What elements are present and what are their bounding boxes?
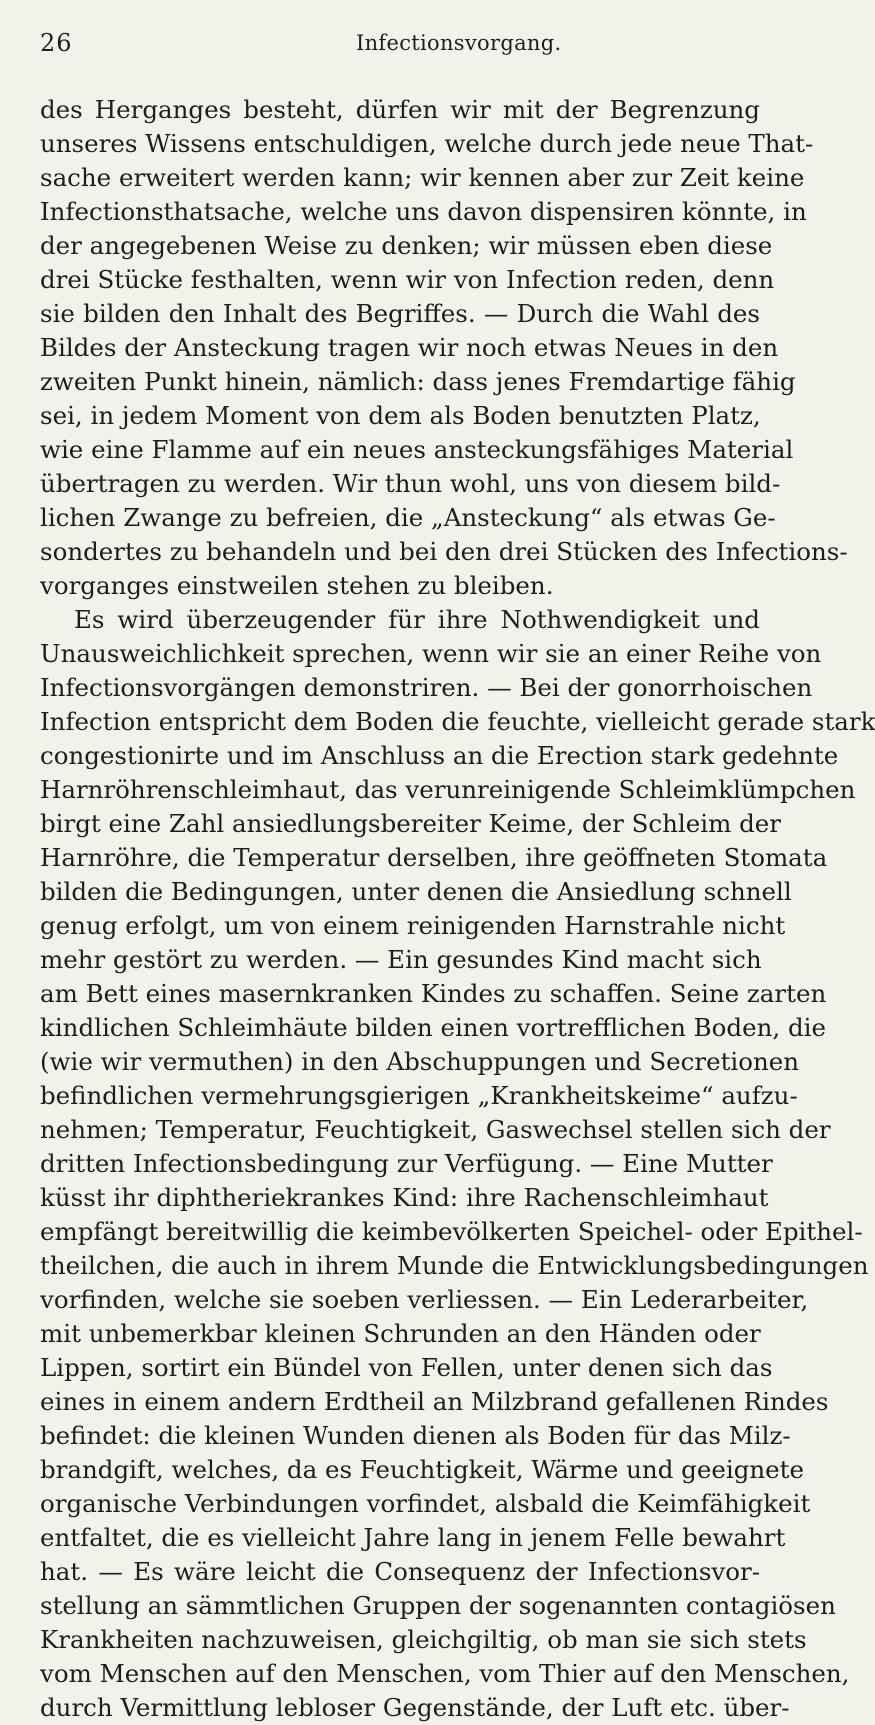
text-line: bilden die Bedingungen, unter denen die Ansiedlung schnell — [40, 877, 792, 906]
text-line: empfängt bereitwillig die keimbevölkerten Speichel- oder Epithel- — [40, 1217, 863, 1246]
text-line: kindlichen Schleimhäute bilden einen vortrefflichen Boden, die — [40, 1013, 826, 1042]
paragraph-end-line: vorganges einstweilen stehen zu bleiben. — [40, 571, 554, 600]
text-line: Infection entspricht dem Boden die feuchte, vielleicht gerade stark — [40, 707, 875, 736]
text-line: wie eine Flamme auf ein neues ansteckungsfähiges Material — [40, 435, 794, 464]
text-line: brandgift, welches, da es Feuchtigkeit, Wärme und geeignete — [40, 1455, 805, 1484]
running-title: Infectionsvorgang. — [356, 31, 562, 55]
text-line: hat. — Es wäre leicht die Consequenz der Infectionsvor- — [40, 1557, 760, 1586]
text-line: zweiten Punkt hinein, nämlich: dass jenes Fremdartige fähig — [40, 367, 796, 396]
text-line: unseres Wissens entschuldigen, welche durch jede neue That- — [40, 129, 814, 158]
text-line: birgt eine Zahl ansiedlungsbereiter Keime, der Schleim der — [40, 809, 782, 838]
text-line: eines in einem andern Erdtheil an Milzbrand gefallenen Rindes — [40, 1387, 829, 1416]
text-line: congestionirte und im Anschluss an die Erection stark gedehnte — [40, 741, 839, 770]
text-line: sondertes zu behandeln und bei den drei Stücken des Infections- — [40, 537, 848, 566]
text-line: mehr gestört zu werden. — Ein gesundes Kind macht sich — [40, 945, 762, 974]
text-line: sie bilden den Inhalt des Begriffes. — Durch die Wahl des — [40, 299, 760, 328]
text-line: küsst ihr diphtheriekrankes Kind: ihre Rachenschleimhaut — [40, 1183, 769, 1212]
paragraph-start-line: Es wird überzeugender für ihre Nothwendigkeit und — [74, 605, 760, 634]
text-line: vorfinden, welche sie soeben verliessen. — Ein Lederarbeiter, — [40, 1285, 809, 1314]
text-line: nehmen; Temperatur, Feuchtigkeit, Gaswechsel stellen sich der — [40, 1115, 831, 1144]
text-line: drei Stücke festhalten, wenn wir von Infection reden, denn — [40, 265, 775, 294]
text-line: lichen Zwange zu befreien, die „Ansteckung“ als etwas Ge- — [40, 503, 776, 532]
text-line: mit unbemerkbar kleinen Schrunden an den Händen oder — [40, 1319, 761, 1348]
text-line: Infectionsvorgängen demonstriren. — Bei der gonorrhoischen — [40, 673, 813, 702]
text-line: der angegebenen Weise zu denken; wir müssen eben diese — [40, 231, 773, 260]
text-line: sei, in jedem Moment von dem als Boden benutzten Platz, — [40, 401, 761, 430]
page-header — [40, 29, 760, 69]
text-line: befindet: die kleinen Wunden dienen als Boden für das Milz- — [40, 1421, 791, 1450]
text-line: Harnröhre, die Temperatur derselben, ihre geöffneten Stomata — [40, 843, 828, 872]
text-line: des Herganges besteht, dürfen wir mit der Begrenzung — [40, 95, 760, 124]
text-line: genug erfolgt, um von einem reinigenden Harnstrahle nicht — [40, 911, 786, 940]
text-line: theilchen, die auch in ihrem Munde die Entwicklungsbedingungen — [40, 1251, 869, 1280]
text-line: am Bett eines masernkranken Kindes zu schaffen. Seine zarten — [40, 979, 827, 1008]
text-line: übertragen zu werden. Wir thun wohl, uns von diesem bild- — [40, 469, 781, 498]
text-line: durch Vermittlung lebloser Gegenstände, der Luft etc. über- — [40, 1693, 790, 1722]
text-line: dritten Infectionsbedingung zur Verfügung. — Eine Mutter — [40, 1149, 773, 1178]
text-line: stellung an sämmtlichen Gruppen der sogenannten contagiösen — [40, 1591, 836, 1620]
text-line: befindlichen vermehrungsgierigen „Krankheitskeime“ aufzu- — [40, 1081, 798, 1110]
text-line: (wie wir vermuthen) in den Abschuppungen und Secretionen — [40, 1047, 800, 1076]
text-line: entfaltet, die es vielleicht Jahre lang in jenem Felle bewahrt — [40, 1523, 786, 1552]
text-line: Infectionsthatsache, welche uns davon dispensiren könnte, in — [40, 197, 807, 226]
text-line: Krankheiten nachzuweisen, gleichgiltig, ob man sie sich stets — [40, 1625, 807, 1654]
text-line: vom Menschen auf den Menschen, vom Thier auf den Menschen, — [40, 1659, 850, 1688]
text-line: Unausweichlichkeit sprechen, wenn wir sie an einer Reihe von — [40, 639, 822, 668]
text-line: Lippen, sortirt ein Bündel von Fellen, unter denen sich das — [40, 1353, 773, 1382]
page-number: 26 — [40, 29, 73, 57]
text-line: sache erweitert werden kann; wir kennen aber zur Zeit keine — [40, 163, 805, 192]
text-line: Harnröhrenschleimhaut, das verunreinigende Schleimklümpchen — [40, 775, 856, 804]
text-line: organische Verbindungen vorfindet, alsbald die Keimfähigkeit — [40, 1489, 811, 1518]
body-text — [40, 93, 875, 1725]
text-line: Bildes der Ansteckung tragen wir noch etwas Neues in den — [40, 333, 779, 362]
